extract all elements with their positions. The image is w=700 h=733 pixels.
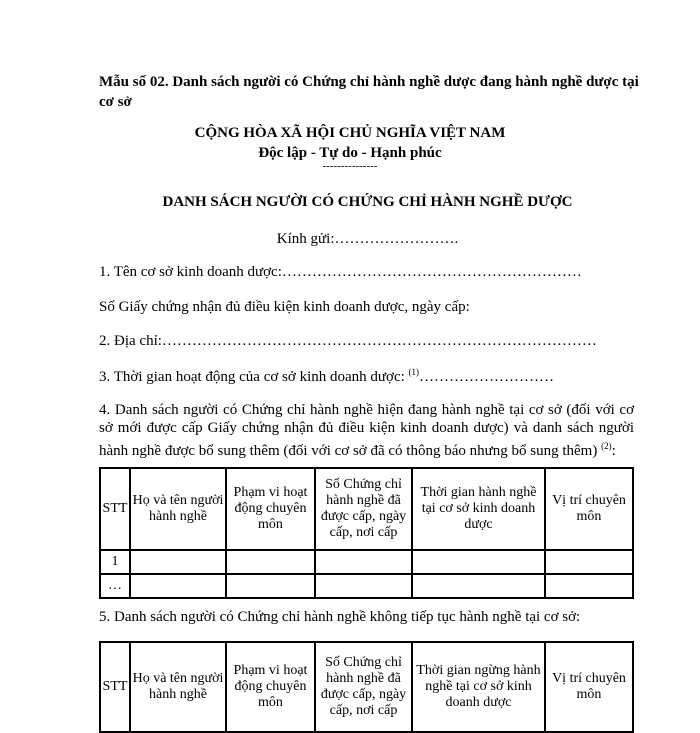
col-header-stt: STT bbox=[100, 468, 130, 550]
table-cell bbox=[412, 574, 545, 598]
col-header-position: Vị trí chuyên môn bbox=[545, 468, 633, 550]
field-operation-time bbox=[99, 367, 554, 386]
section-4-colon: : bbox=[611, 443, 616, 459]
document-title: DANH SÁCH NGƯỜI CÓ CHỨNG CHỈ HÀNH NGHỀ DƯỢC bbox=[162, 194, 573, 210]
table-cell bbox=[315, 550, 412, 574]
footnote-2: (2) bbox=[601, 441, 612, 451]
nation-name: CỘNG HÒA XÃ HỘI CHỦ NGHĨA VIỆT NAM bbox=[194, 125, 506, 141]
table-cell bbox=[130, 574, 226, 598]
field-operation-time-dots: ……………………… bbox=[419, 369, 555, 385]
motto-rule: --------------- bbox=[322, 160, 378, 172]
field-operation-time-label: 3. Thời gian hoạt động của cơ sở kinh doanh dược: bbox=[99, 369, 405, 385]
table-cell bbox=[226, 550, 315, 574]
current-practitioners-table bbox=[99, 467, 634, 599]
table-cell bbox=[545, 550, 633, 574]
section-4-heading bbox=[99, 401, 634, 460]
table-cell: 1 bbox=[100, 550, 130, 574]
table-header-row bbox=[100, 468, 633, 550]
col-header-time: Thời gian hành nghề tại cơ sở kinh doanh dược bbox=[412, 468, 545, 550]
table-cell bbox=[545, 574, 633, 598]
col-header-name: Họ và tên người hành nghề bbox=[130, 468, 226, 550]
table-cell bbox=[226, 574, 315, 598]
col-header-stop-time: Thời gian ngừng hành nghề tại cơ sở kinh doanh dược bbox=[412, 642, 545, 732]
table-cell bbox=[412, 550, 545, 574]
col-header-stt: STT bbox=[100, 642, 130, 732]
form-title: Mẫu số 02. Danh sách người có Chứng chỉ hành nghề dược đang hành nghề dược tại cơ sở bbox=[99, 74, 639, 110]
field-address: 2. Địa chỉ:…………………………………………………………………………… bbox=[99, 333, 597, 349]
col-header-position: Vị trí chuyên môn bbox=[545, 642, 633, 732]
table-cell bbox=[315, 574, 412, 598]
discontinued-practitioners-table bbox=[99, 641, 634, 733]
table-row bbox=[100, 574, 633, 598]
col-header-scope: Phạm vi hoạt động chuyên môn bbox=[226, 642, 315, 732]
table-row bbox=[100, 550, 633, 574]
section-4-text: 4. Danh sách người có Chứng chỉ hành nghề hiện đang hành nghề tại cơ sở (đối với cơ sở mới được cấp Giấy chứng nhận đủ điều kiện kinh doanh dược) và danh sách người hành nghề được bổ sung thêm (đối với cơ sở đã có thông báo nhưng bổ sung thêm) bbox=[99, 402, 634, 459]
col-header-certificate: Số Chứng chỉ hành nghề đã được cấp, ngày cấp, nơi cấp bbox=[315, 642, 412, 732]
table-cell bbox=[130, 550, 226, 574]
field-business-name: 1. Tên cơ sở kinh doanh dược:…………………………………………………… bbox=[99, 264, 582, 280]
col-header-scope: Phạm vi hoạt động chuyên môn bbox=[226, 468, 315, 550]
motto: Độc lập - Tự do - Hạnh phúc bbox=[258, 145, 442, 161]
kinh-gui-line: Kính gửi:……………………. bbox=[276, 231, 459, 247]
col-header-certificate: Số Chứng chỉ hành nghề đã được cấp, ngày cấp, nơi cấp bbox=[315, 468, 412, 550]
table-header-row bbox=[100, 642, 633, 732]
field-certificate: Số Giấy chứng nhận đủ điều kiện kinh doanh dược, ngày cấp: bbox=[99, 299, 470, 315]
col-header-name: Họ và tên người hành nghề bbox=[130, 642, 226, 732]
section-5-heading: 5. Danh sách người có Chứng chỉ hành nghề không tiếp tục hành nghề tại cơ sở: bbox=[99, 609, 581, 625]
table-cell: … bbox=[100, 574, 130, 598]
footnote-1: (1) bbox=[408, 367, 420, 377]
